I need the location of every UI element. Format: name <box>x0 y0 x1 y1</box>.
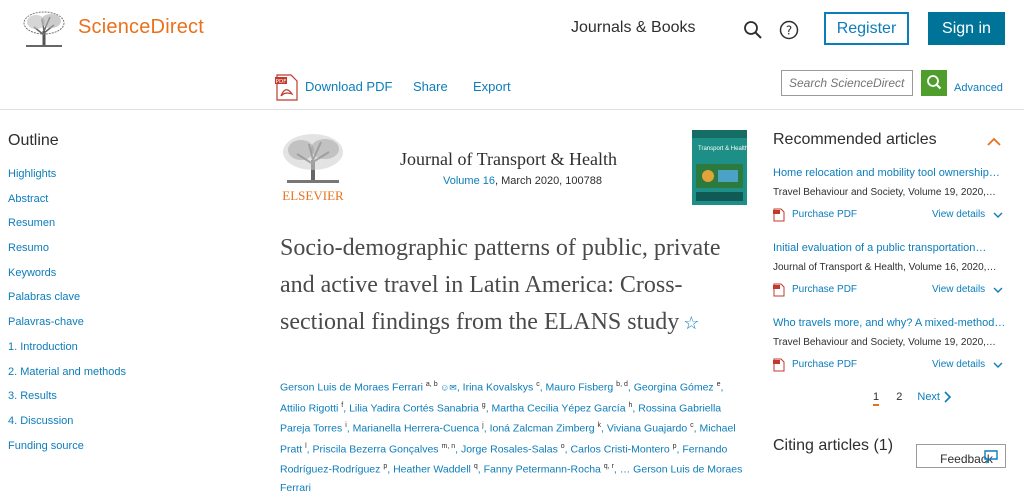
outline-list <box>8 165 126 461</box>
view-details-link[interactable]: View details <box>932 209 986 220</box>
svg-text:PDF: PDF <box>275 79 287 85</box>
author-affiliation[interactable]: l <box>305 442 307 450</box>
author-name[interactable]: Gerson Luis de Moraes Ferrari <box>280 381 423 394</box>
author-name[interactable]: Viviana Guajardo <box>606 422 688 435</box>
author-affiliation[interactable]: b, d <box>616 381 628 388</box>
outline-heading: Outline <box>8 132 59 149</box>
journal-cover-image[interactable] <box>692 130 747 205</box>
recommended-article <box>773 242 1008 300</box>
author-affiliation[interactable]: p <box>672 442 677 450</box>
author-affiliation[interactable]: p <box>383 463 388 470</box>
outline-item[interactable]: Resumen <box>8 217 56 230</box>
recommended-article <box>773 317 1008 375</box>
cover-title: Transport & Health <box>698 146 749 152</box>
outline-item[interactable]: Highlights <box>8 168 57 180</box>
page-2-button[interactable]: 2 <box>896 391 903 403</box>
pdf-icon[interactable] <box>275 74 298 101</box>
search-icon <box>921 70 947 96</box>
outline-item[interactable]: Resumo <box>8 242 49 255</box>
recommended-article <box>773 167 1008 225</box>
recommended-actions <box>773 207 1008 225</box>
outline-item[interactable]: Palavras-chave <box>8 316 84 329</box>
sign-in-button[interactable]: Sign in <box>928 12 1005 45</box>
chevron-down-icon[interactable] <box>993 287 1003 294</box>
author-affiliation[interactable]: q <box>473 463 478 470</box>
author-name[interactable]: Carlos Cristi-Montero <box>570 443 670 455</box>
recommended-pager <box>873 391 952 406</box>
author-name[interactable]: Irina Kovalskys <box>462 381 534 394</box>
recommended-actions <box>773 357 1008 375</box>
author-name[interactable]: Fernando Rodríguez-Rodríguez <box>280 443 728 476</box>
author-name[interactable]: Lilia Yadira Cortés Sanabria <box>349 402 479 414</box>
author-name[interactable]: Marianella Herrera-Cuenca <box>352 422 480 435</box>
purchase-pdf-link[interactable]: Purchase PDF <box>792 284 858 295</box>
author-affiliation[interactable]: k <box>597 422 602 429</box>
download-pdf-link[interactable]: Download PDF <box>305 79 393 94</box>
pdf-icon <box>773 283 785 297</box>
outline-item[interactable]: 4. Discussion <box>8 414 74 427</box>
outline-item[interactable]: Keywords <box>8 266 57 279</box>
search-input[interactable] <box>781 70 913 96</box>
brand-name[interactable]: ScienceDirect <box>78 16 204 38</box>
elsevier-tree-logo-icon[interactable] <box>20 9 68 49</box>
outline-item[interactable]: 2. Material and methods <box>8 365 127 378</box>
author-affiliation[interactable]: i <box>345 422 347 429</box>
recommended-article-title[interactable]: Who travels more, and why? A mixed-method… <box>773 317 1006 329</box>
view-details-link[interactable]: View details <box>932 284 986 295</box>
page-1-button[interactable]: 1 <box>873 391 879 406</box>
search-submit-button[interactable] <box>921 70 947 96</box>
author-affiliation[interactable]: m, n <box>441 442 456 450</box>
author-list: Gerson Luis de Moraes Ferrari $^{a, b}$ ☺✉, Irina Kovalskys $^c$, Mauro Fisberg $^{b, d}$, Georgina Gómez $^e$, Attilio Rigotti $^f$, Lilia Yadira Cortés Sanabria $^g$, Martha Cecilia Yépez García $^h$, Rossina Gabriella Pareja Torres $^i$, Marianella Herrera-Cuenca $^j$, Ioná Zalcman Zimberg $^k$, Viviana Guajardo $^c$, Michael Pratt $^l$, Priscila Bezerra Gonçalves $^{m, n}$, Jorge Rosales-Salas $^o$, Carlos Cristi-Montero $^p$, Fernando Rodríguez-Rodríguez $^p$, Heather Waddell $^q$, Fanny Petermann-Rocha $^{q, r}$, … Gerson Luis de Moraes Ferrari <box>280 381 743 494</box>
journal-title[interactable]: Journal of Transport & Health <box>400 149 617 169</box>
help-icon[interactable] <box>779 20 799 40</box>
article-title-text: Socio-demographic patterns of public, private and active travel in Latin America: Cross-sectional findings from the ELANS study <box>280 235 721 335</box>
purchase-pdf-link[interactable]: Purchase PDF <box>792 359 858 370</box>
outline-item[interactable]: Abstract <box>8 192 49 205</box>
outline-item[interactable]: Palabras clave <box>8 291 81 304</box>
outline-item[interactable]: Funding source <box>8 439 84 452</box>
recommended-article-source: Travel Behaviour and Society, Volume 19, 2020,… <box>773 337 996 348</box>
chevron-up-icon[interactable] <box>987 136 1001 146</box>
author-name[interactable]: Georgina Gómez <box>633 381 714 394</box>
outline-item[interactable]: 3. Results <box>8 390 57 403</box>
purchase-pdf-link[interactable]: Purchase PDF <box>792 209 858 220</box>
view-details-link[interactable]: View details <box>932 359 986 370</box>
recommended-article-source: Journal of Transport & Health, Volume 16, 2020,… <box>773 262 997 273</box>
pdf-icon <box>773 358 785 372</box>
chat-bubble-icon <box>984 450 998 463</box>
elsevier-wordmark: ELSEVIER <box>282 188 344 203</box>
pdf-icon <box>773 208 785 222</box>
journal-meta <box>443 175 602 187</box>
more-authors[interactable]: … Gerson Luis de Moraes Ferrari <box>280 463 743 494</box>
author-name[interactable]: Ioná Zalcman Zimberg <box>489 422 595 435</box>
advanced-search-link[interactable]: Advanced <box>954 82 1003 94</box>
feedback-label: Feedback <box>940 452 993 466</box>
person-email-icon[interactable]: ☺✉ <box>437 382 457 393</box>
author-affiliation[interactable]: o <box>560 442 565 450</box>
author-name[interactable]: Heather Waddell <box>393 463 471 476</box>
export-link[interactable]: Export <box>473 79 511 94</box>
volume-link[interactable]: Volume 16 <box>443 175 495 187</box>
citing-articles-heading[interactable]: Citing articles (1) <box>773 437 894 454</box>
author-name[interactable]: Jorge Rosales-Salas <box>460 443 558 455</box>
site-header <box>0 0 1024 62</box>
author-affiliation[interactable]: c <box>536 381 540 388</box>
article-toolbar <box>0 62 1024 110</box>
author-name[interactable]: Mauro Fisberg <box>545 381 614 394</box>
star-icon[interactable]: ☆ <box>683 313 700 333</box>
chevron-right-icon <box>944 391 952 403</box>
next-page-button[interactable] <box>917 391 952 403</box>
elsevier-publisher-logo[interactable] <box>279 130 349 205</box>
recommended-article-title[interactable]: Initial evaluation of a public transportation… <box>773 242 987 254</box>
feedback-button[interactable] <box>916 444 1006 468</box>
outline-item[interactable]: 1. Introduction <box>8 340 78 353</box>
author-name[interactable]: Michael Pratt <box>280 422 736 455</box>
author-affiliation[interactable]: c <box>690 422 694 429</box>
author-affiliation[interactable]: a, b <box>425 381 438 388</box>
search-icon[interactable] <box>743 20 763 40</box>
author-affiliation[interactable]: h <box>628 401 633 409</box>
author-name[interactable]: Martha Cecilia Yépez García <box>491 402 626 414</box>
recommended-actions <box>773 282 1008 300</box>
author-affiliation[interactable]: g <box>481 401 486 409</box>
author-affiliation[interactable]: f <box>341 401 344 409</box>
issue-date: , March 2020, 100788 <box>494 175 603 187</box>
svg-text:?: ? <box>785 23 793 38</box>
author-affiliation[interactable]: e <box>716 381 721 388</box>
article-title <box>280 230 730 342</box>
author-name[interactable]: Priscila Bezerra Gonçalves <box>312 443 439 455</box>
author-name[interactable]: Fanny Petermann-Rocha <box>483 463 601 476</box>
recommended-article-source: Travel Behaviour and Society, Volume 19, 2020,… <box>773 187 996 198</box>
recommended-article-title[interactable]: Home relocation and mobility tool ownership… <box>773 167 1000 179</box>
chevron-down-icon[interactable] <box>993 212 1003 219</box>
author-name[interactable]: Rossina Gabriella Pareja Torres <box>280 402 722 435</box>
recommended-heading: Recommended articles <box>773 131 937 148</box>
author-name[interactable]: Attilio Rigotti <box>280 402 339 414</box>
author-affiliation[interactable]: q, r <box>603 463 614 470</box>
journals-books-link[interactable]: Journals & Books <box>571 19 696 36</box>
share-link[interactable]: Share <box>413 79 448 94</box>
author-affiliation[interactable]: j <box>482 422 484 429</box>
chevron-down-icon[interactable] <box>993 362 1003 369</box>
next-label: Next <box>917 391 940 403</box>
register-button[interactable]: Register <box>824 12 909 45</box>
